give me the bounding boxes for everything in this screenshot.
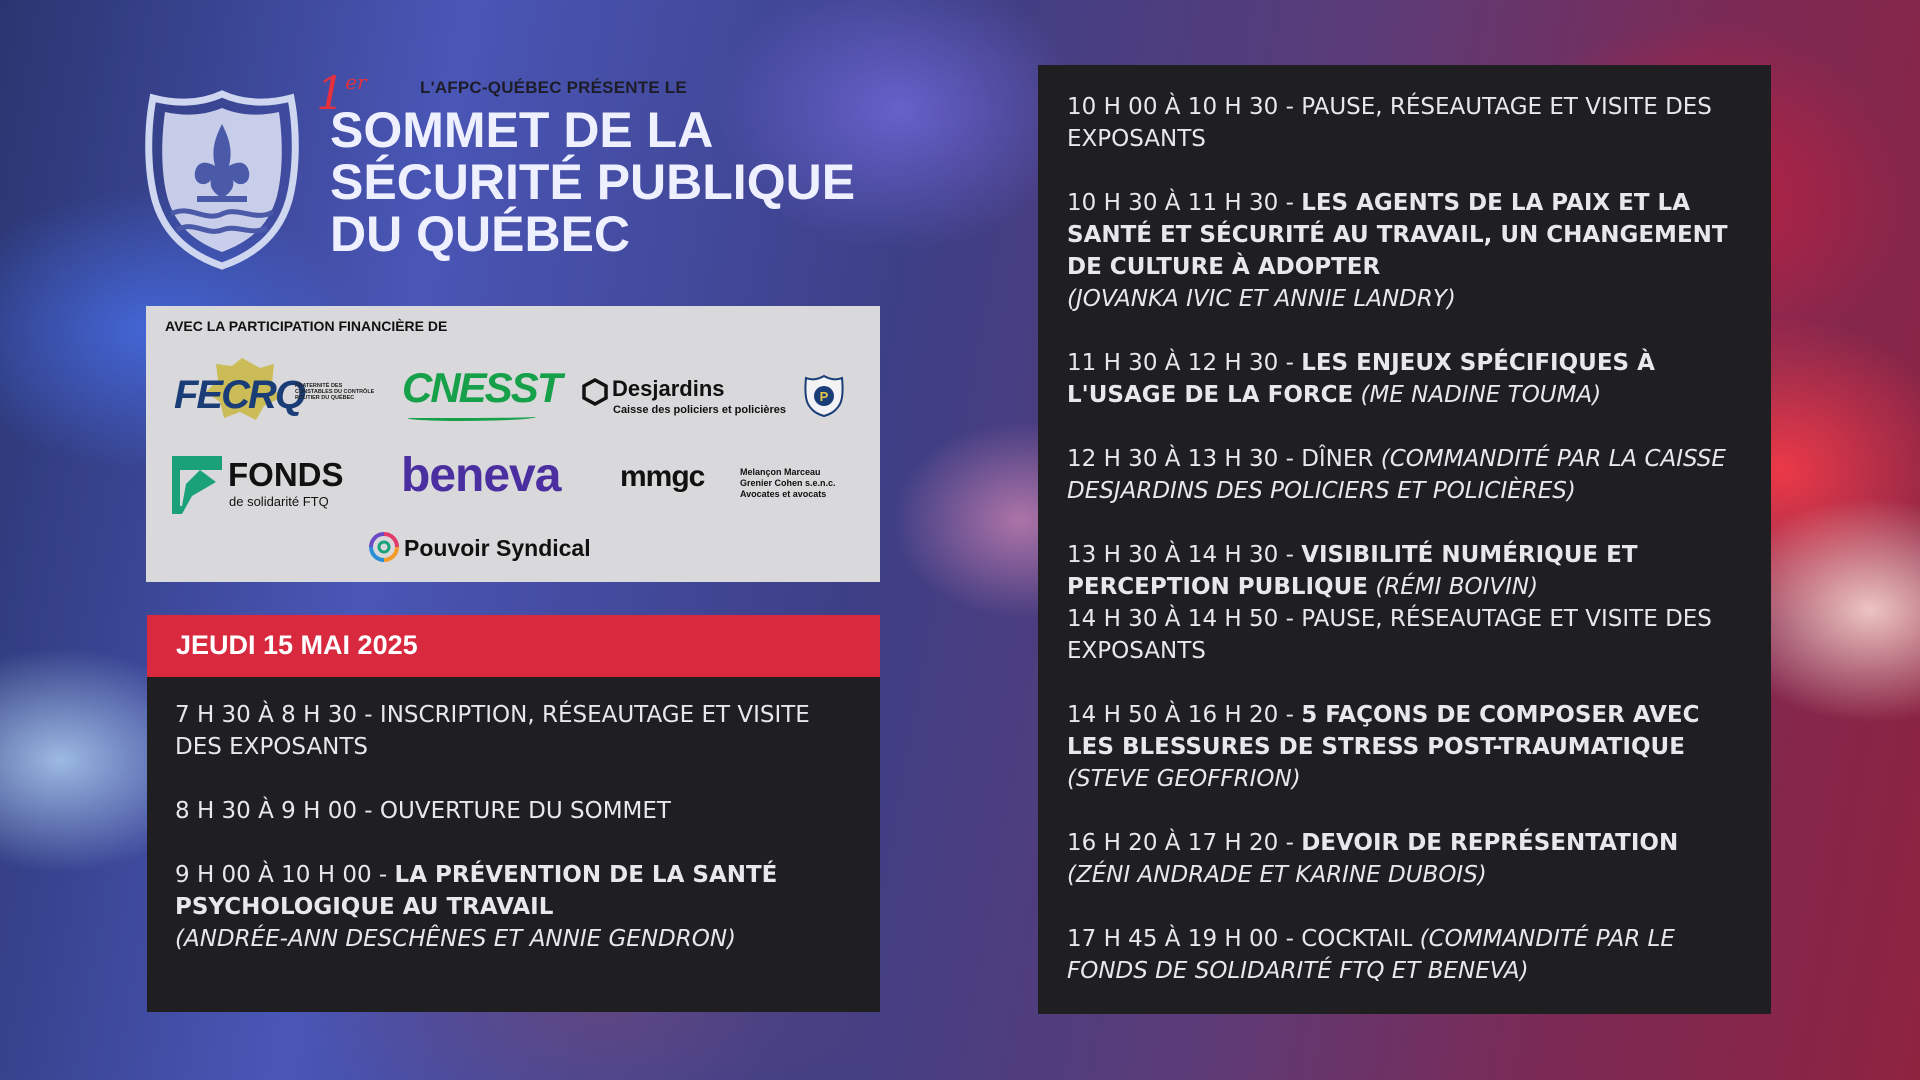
- schedule-title: LA PRÉVENTION DE LA SANTÉ PSYCHOLOGIQUE AU TRAVAIL: [175, 862, 778, 920]
- schedule-item: [1067, 347, 1743, 411]
- schedule-plain: INSCRIPTION, RÉSEAUTAGE ET VISITE DES EXPOSANTS: [175, 702, 810, 760]
- schedule-item: [1067, 699, 1743, 795]
- sponsors-heading: AVEC LA PARTICIPATION FINANCIÈRE DE: [165, 318, 448, 334]
- schedule-time: 8 H 30 À 9 H 00 -: [175, 798, 380, 824]
- schedule-item: [1067, 443, 1743, 507]
- schedule-speaker: (STEVE GEOFFRION): [1067, 766, 1301, 792]
- schedule-time: 10 H 00 À 10 H 30 -: [1067, 94, 1302, 120]
- schedule-time: 14 H 30 À 14 H 50 -: [1067, 606, 1302, 632]
- title-line: SOMMET DE LA: [330, 102, 714, 158]
- presenter-line: L'AFPC-QUÉBEC PRÉSENTE LE: [420, 78, 687, 97]
- fecrq-logo: FECRQ FRATERNITÉ DES CONSTABLES DU CONTRÔLE ROUTIER DU QUÉBEC: [174, 358, 344, 423]
- schedule-plain: DÎNER: [1301, 446, 1374, 472]
- schedule-speaker: (ZÉNI ANDRADE ET KARINE DUBOIS): [1067, 862, 1487, 888]
- schedule-title: LES AGENTS DE LA PAIX ET LA SANTÉ ET SÉCURITÉ AU TRAVAIL, UN CHANGEMENT DE CULTURE À ADOPTER: [1067, 190, 1728, 280]
- schedule-time: 14 H 50 À 16 H 20 -: [1067, 702, 1302, 728]
- schedule-item: [1067, 827, 1743, 891]
- title-line: SÉCURITÉ PUBLIQUE: [330, 154, 856, 210]
- svg-text:P: P: [819, 389, 829, 404]
- schedule-speaker: (ME NADINE TOUMA): [1360, 382, 1602, 408]
- police-badge-icon: [804, 374, 844, 418]
- schedule-time: 7 H 30 À 8 H 30 -: [175, 702, 380, 728]
- schedule-plain: PAUSE, RÉSEAUTAGE ET VISITE DES EXPOSANTS: [1067, 606, 1712, 664]
- mmgc-logo: mmgc: [620, 460, 705, 493]
- schedule-time: 16 H 20 À 17 H 20 -: [1067, 830, 1302, 856]
- schedule-time: 11 H 30 À 12 H 30 -: [1067, 350, 1302, 376]
- schedule-speaker: (COMMANDITÉ PAR LA CAISSE DESJARDINS DES POLICIERS ET POLICIÈRES): [1067, 446, 1726, 504]
- desjardins-hexagon-icon: [582, 378, 608, 406]
- pouvoir-swirl-icon: [368, 531, 400, 563]
- schedule-item: [175, 699, 852, 763]
- schedule-title: LES ENJEUX SPÉCIFIQUES À L'USAGE DE LA FORCE: [1067, 350, 1655, 408]
- schedule-time: 12 H 30 À 13 H 30 -: [1067, 446, 1302, 472]
- event-date: JEUDI 15 MAI 2025: [176, 630, 418, 660]
- cnesst-logo: CNESST: [402, 364, 561, 411]
- event-title: [330, 104, 930, 260]
- schedule-time: 13 H 30 À 14 H 30 -: [1067, 542, 1302, 568]
- schedule-time: 9 H 00 À 10 H 00 -: [175, 862, 395, 888]
- schedule-plain: COCKTAIL: [1301, 926, 1413, 952]
- schedule-item: [175, 859, 852, 955]
- edition-ordinal: 1er: [316, 66, 367, 120]
- sponsors-panel: AVEC LA PARTICIPATION FINANCIÈRE DE FECRQ FRATERNITÉ DES CONSTABLES DU CONTRÔLE ROUTIER DU QUÉBEC CNESST Desjardins Caisse des policiers et policières P FONDS de solidarité FTQ beneva mmgc Melançon Marceau Grenier Cohen s.e.n.c. Avocates et avocats Pouvoir Syndical: [146, 306, 880, 582]
- schedule-item: [1067, 91, 1743, 155]
- mmgc-tagline: Melançon Marceau Grenier Cohen s.e.n.c. Avocates et avocats: [740, 467, 836, 499]
- fleur-de-lis-shield-icon: [145, 90, 300, 270]
- beneva-logo: beneva: [401, 449, 561, 502]
- schedule-speaker: (ANDRÉE-ANN DESCHÊNES ET ANNIE GENDRON): [175, 926, 736, 952]
- schedule-time: 10 H 30 À 11 H 30 -: [1067, 190, 1302, 216]
- schedule-item: [1067, 923, 1743, 987]
- schedule-time: 17 H 45 À 19 H 00 -: [1067, 926, 1302, 952]
- schedule-item: [1067, 603, 1743, 667]
- schedule-item: [1067, 187, 1743, 315]
- cnesst-swoosh-icon: [408, 414, 536, 421]
- event-date-bar: [147, 615, 880, 677]
- fonds-arrow-icon: [172, 456, 222, 514]
- schedule-title: VISIBILITÉ NUMÉRIQUE ET PERCEPTION PUBLIQUE: [1067, 542, 1638, 600]
- schedule-item: [175, 795, 852, 827]
- schedule-item: [1067, 539, 1743, 603]
- title-line: DU QUÉBEC: [330, 206, 631, 262]
- schedule-speaker: (RÉMI BOIVIN): [1375, 574, 1539, 600]
- schedule-speaker: (JOVANKA IVIC ET ANNIE LANDRY): [1067, 286, 1456, 312]
- schedule-panel-left: [147, 677, 880, 1012]
- schedule-plain: PAUSE, RÉSEAUTAGE ET VISITE DES EXPOSANTS: [1067, 94, 1712, 152]
- desjardins-logo: Desjardins Caisse des policiers et policières: [582, 376, 786, 416]
- schedule-title: DEVOIR DE REPRÉSENTATION: [1301, 830, 1679, 856]
- schedule-plain: OUVERTURE DU SOMMET: [379, 798, 671, 824]
- schedule-title: 5 FAÇONS DE COMPOSER AVEC LES BLESSURES DE STRESS POST-TRAUMATIQUE: [1067, 702, 1700, 760]
- schedule-panel-right: [1038, 65, 1771, 1014]
- schedule-speaker: (COMMANDITÉ PAR LE FONDS DE SOLIDARITÉ FTQ ET BENEVA): [1067, 926, 1675, 984]
